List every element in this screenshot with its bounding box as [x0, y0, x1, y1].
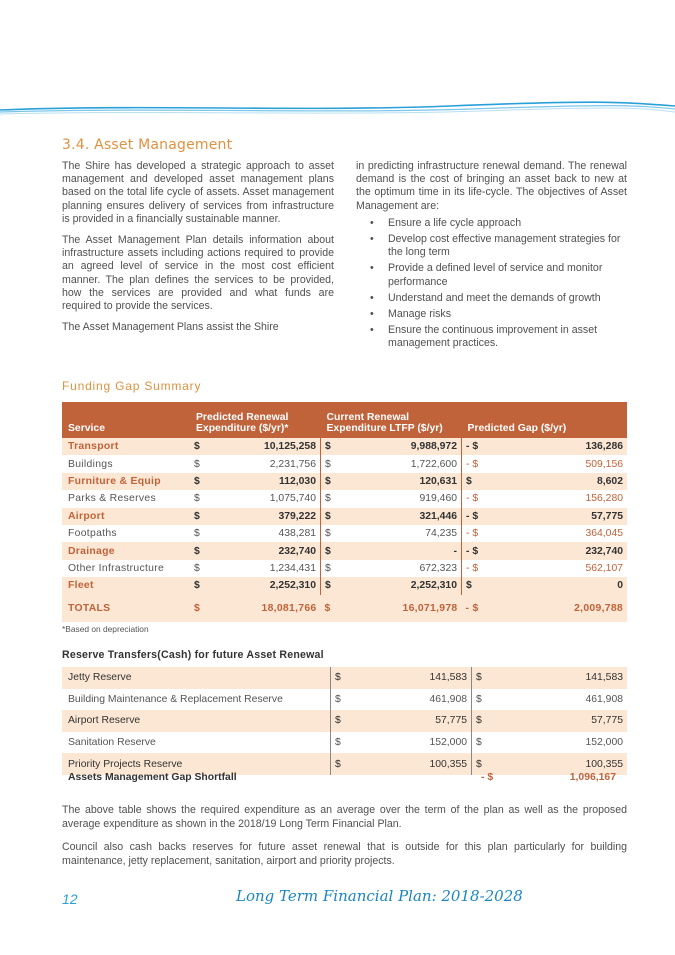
- header-predicted-gap: Predicted Gap ($/yr): [462, 402, 628, 438]
- list-item: • Manage risks: [356, 308, 627, 321]
- currency-cell: - $: [462, 490, 491, 507]
- page-number: 12: [62, 891, 78, 907]
- table-row: [62, 542, 627, 559]
- currency-cell: - $: [462, 455, 491, 472]
- currency-cell: $: [321, 525, 344, 542]
- reserve-name-cell: Sanitation Reserve: [68, 737, 156, 749]
- reserve-name-cell: Building Maintenance & Replacement Reserve: [68, 693, 283, 705]
- objectives-list: [356, 217, 627, 351]
- closing-paragraph: Council also cash backs reserves for future asset renewal that is outside for this plan particularly for building maintenance, jetty replacement, sanitation, airport and priority projects.: [62, 841, 627, 867]
- gap-cell: 562,107: [490, 560, 627, 577]
- table-row: [62, 438, 627, 455]
- funding-gap-table: [62, 402, 627, 622]
- funding-gap-title: Funding Gap Summary: [62, 379, 202, 393]
- intro-paragraph: in predicting infrastructure renewal demand. The renewal demand is the cost of bringing an asset back to new at the optimum time in its life-cycle. The objectives of Asset Management are:: [356, 160, 627, 212]
- table-row: [62, 473, 627, 490]
- currency-cell: $: [472, 753, 501, 775]
- totals-row: [62, 595, 627, 622]
- gap-cell: 232,740: [490, 542, 627, 559]
- service-cell: Footpaths: [62, 525, 190, 542]
- reserve-name-cell: Jetty Reserve: [62, 667, 331, 689]
- table-row: [62, 689, 627, 711]
- currency-cell: $: [462, 577, 491, 594]
- decorative-wave: [0, 92, 675, 122]
- header-line: Predicted Renewal: [196, 412, 289, 423]
- totals-current: 16,071,978: [343, 595, 462, 622]
- header-service: Service: [62, 402, 190, 438]
- gap-shortfall-currency: - $: [481, 772, 494, 783]
- table-header-row: [62, 402, 627, 438]
- currency-cell: $: [472, 667, 501, 689]
- table-row: [62, 508, 627, 525]
- predicted-cell: 112,030: [212, 473, 321, 490]
- currency-cell: $: [331, 689, 354, 711]
- predicted-cell: 1,234,431: [212, 560, 321, 577]
- current-cell: -: [343, 542, 462, 559]
- currency-cell: - $: [462, 542, 491, 559]
- footnote: *Based on depreciation: [62, 624, 149, 634]
- list-item: • Ensure a life cycle approach: [356, 217, 627, 230]
- totals-gap: 2,009,788: [490, 595, 627, 622]
- currency-cell: - $: [462, 525, 491, 542]
- currency-cell: $: [331, 667, 354, 689]
- totals-predicted: 18,081,766: [212, 595, 321, 622]
- gap-cell: 57,775: [490, 508, 627, 525]
- currency-cell: $: [331, 753, 354, 775]
- header-line: Current Renewal: [326, 412, 410, 423]
- currency-cell: - $: [462, 438, 491, 455]
- currency-cell: $: [321, 455, 344, 472]
- currency-cell: $: [321, 473, 344, 490]
- service-cell: Fleet: [62, 577, 190, 594]
- table-row: [62, 525, 627, 542]
- predicted-cell: 2,231,756: [212, 455, 321, 472]
- reserve-table: [62, 667, 627, 775]
- currency-cell: $: [190, 455, 212, 472]
- table-row: [62, 732, 627, 754]
- currency-cell: $: [472, 732, 501, 754]
- current-cell: 321,446: [343, 508, 462, 525]
- intro-paragraph: The Asset Management Plans assist the Shire: [62, 321, 279, 334]
- currency-cell: $: [321, 438, 344, 455]
- gap-shortfall-value: 1,096,167: [569, 772, 616, 783]
- predicted-cell: 232,740: [212, 542, 321, 559]
- gap-cell: 8,602: [490, 473, 627, 490]
- currency-cell: - $: [462, 595, 491, 622]
- currency-cell: $: [190, 525, 212, 542]
- table-row: [62, 560, 627, 577]
- currency-cell: $: [331, 710, 354, 732]
- service-cell: Transport: [62, 438, 190, 455]
- service-cell: Airport: [62, 508, 190, 525]
- currency-cell: $: [190, 577, 212, 594]
- predicted-cell: 379,222: [212, 508, 321, 525]
- service-cell: Parks & Reserves: [62, 490, 190, 507]
- currency-cell: $: [321, 560, 344, 577]
- header-line: Expenditure LTFP ($/yr): [326, 423, 443, 434]
- current-cell: 1,722,600: [343, 455, 462, 472]
- currency-cell: $: [472, 710, 501, 732]
- currency-cell: $: [321, 595, 344, 622]
- reserve-value-cell: 57,775: [353, 710, 472, 732]
- intro-paragraph: The Shire has developed a strategic approach to asset management and developed asset management plans based on the total life cycle of assets. Asset management planning ensures delivery of services from infrastructure is provided in a financially sustainable manner.: [62, 160, 334, 225]
- reserve-value-cell: 57,775: [500, 710, 627, 732]
- currency-cell: - $: [462, 560, 491, 577]
- reserve-value-cell: 100,355: [353, 753, 472, 775]
- intro-column-right: [356, 160, 627, 354]
- predicted-cell: 438,281: [212, 525, 321, 542]
- section-heading: 3.4. Asset Management: [62, 137, 233, 153]
- reserve-value-cell: 141,583: [500, 667, 627, 689]
- table-row: [62, 667, 627, 689]
- list-item: • Develop cost effective management strategies for the long term: [356, 233, 627, 259]
- currency-cell: $: [190, 438, 212, 455]
- header-predicted-renewal: [190, 402, 321, 438]
- header-line: Expenditure ($/yr)*: [196, 423, 289, 434]
- intro-column-left: [62, 160, 334, 342]
- currency-cell: $: [321, 577, 344, 594]
- currency-cell: $: [190, 473, 212, 490]
- currency-cell: $: [472, 689, 501, 711]
- list-item: • Ensure the continuous improvement in asset management practices.: [356, 324, 627, 350]
- currency-cell: $: [321, 542, 344, 559]
- current-cell: 9,988,972: [343, 438, 462, 455]
- gap-cell: 0: [490, 577, 627, 594]
- currency-cell: $: [190, 508, 212, 525]
- reserve-value-cell: 461,908: [585, 693, 623, 705]
- currency-cell: $: [190, 490, 212, 507]
- gap-cell: 136,286: [490, 438, 627, 455]
- table-row: [62, 710, 627, 732]
- gap-shortfall-label: Assets Management Gap Shortfall: [68, 772, 237, 783]
- list-item: • Understand and meet the demands of growth: [356, 292, 627, 305]
- current-cell: 919,460: [343, 490, 462, 507]
- currency-cell: $: [462, 473, 491, 490]
- current-cell: 2,252,310: [343, 577, 462, 594]
- table-row: [62, 490, 627, 507]
- table-row: [62, 455, 627, 472]
- gap-cell: 364,045: [490, 525, 627, 542]
- reserve-transfers-title: Reserve Transfers(Cash) for future Asset Renewal: [62, 649, 324, 661]
- service-cell: Drainage: [62, 542, 190, 559]
- intro-paragraph: The Asset Management Plan details information about infrastructure assets including actions required to provide an agreed level of service in the most cost efficient manner. The plan defines the services to be provided, how the services are provided and what funds are required to provide the services.: [62, 234, 334, 313]
- currency-cell: $: [321, 490, 344, 507]
- reserve-name-cell: Priority Projects Reserve: [62, 753, 331, 775]
- totals-label: TOTALS: [62, 595, 190, 622]
- currency-cell: $: [190, 595, 212, 622]
- reserve-value-cell: 152,000: [429, 737, 467, 749]
- reserve-value-cell: 152,000: [585, 737, 623, 749]
- reserve-name-cell: Airport Reserve: [62, 710, 331, 732]
- gap-cell: 509,156: [490, 455, 627, 472]
- currency-cell: $: [190, 542, 212, 559]
- closing-paragraph: The above table shows the required expenditure as an average over the term of the plan as well as the proposed average expenditure as shown in the 2018/19 Long Term Financial Plan.: [62, 804, 627, 830]
- currency-cell: $: [190, 560, 212, 577]
- predicted-cell: 1,075,740: [212, 490, 321, 507]
- header-current-renewal: [321, 402, 462, 438]
- currency-cell: $: [321, 508, 344, 525]
- reserve-value-cell: 141,583: [353, 667, 472, 689]
- service-cell: Other Infrastructure: [62, 560, 190, 577]
- reserve-value-cell: 461,908: [429, 693, 467, 705]
- predicted-cell: 2,252,310: [212, 577, 321, 594]
- reserve-value-cell: 100,355: [500, 753, 627, 775]
- table-row: [62, 577, 627, 594]
- list-item: • Provide a defined level of service and monitor performance: [356, 262, 627, 288]
- gap-cell: 156,280: [490, 490, 627, 507]
- current-cell: 120,631: [343, 473, 462, 490]
- service-cell: Buildings: [62, 455, 190, 472]
- footer-title: Long Term Financial Plan: 2018-2028: [236, 887, 523, 905]
- current-cell: 672,323: [343, 560, 462, 577]
- predicted-cell: 10,125,258: [212, 438, 321, 455]
- service-cell: Furniture & Equip: [62, 473, 190, 490]
- currency-cell: $: [331, 732, 354, 754]
- currency-cell: - $: [462, 508, 491, 525]
- current-cell: 74,235: [343, 525, 462, 542]
